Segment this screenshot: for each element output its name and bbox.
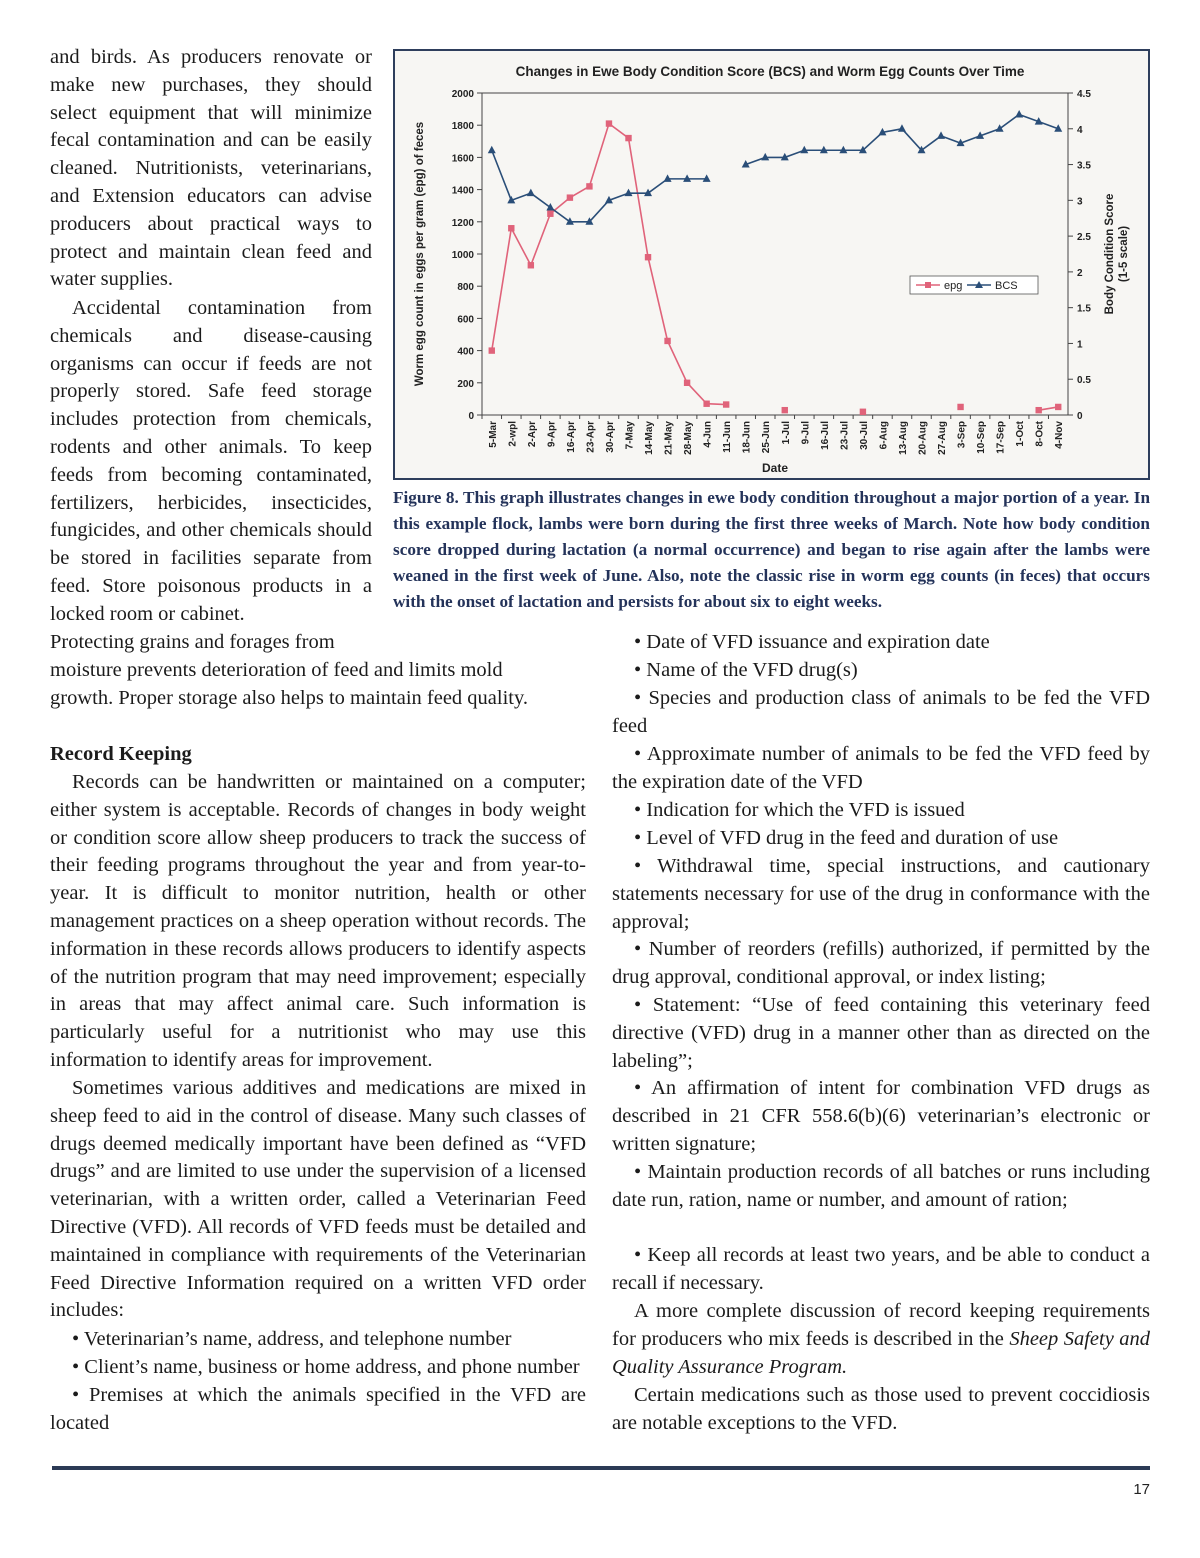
y-tick-label: 600 xyxy=(457,314,474,326)
moisture-line-2: moisture prevents deterioration of feed and limits mold xyxy=(50,659,503,681)
vfd-paragraph: Sometimes various additives and medications are mixed in sheep feed to aid in the control of disease. Many such classes of drugs deemed medically important have been defined as “VFD drugs” and are limited to use under the supervision of a licensed veterinarian, with a written order, called a Veterinarian Feed Directive (VFD). All records of VFD feeds must be detailed and maintained in compliance with requirements of the Veterinarian Feed Directive Information required on a written VFD order includes: xyxy=(50,1077,586,1322)
epg-data-point xyxy=(684,380,690,386)
x-tick-label: 6-Aug xyxy=(878,421,890,450)
right-bullet-item: • Statement: “Use of feed containing this veterinary feed directive (VFD) drug in a manner other than as directed on the labeling”; xyxy=(612,994,1150,1072)
right-bullet-item: • Date of VFD issuance and expiration date xyxy=(634,631,990,653)
x-tick-label: 1-Jul xyxy=(780,421,792,445)
figure-caption: Figure 8. This graph illustrates changes in ewe body condition throughout a major portion of a year. In this example flock, lambs were born during the first three weeks of March. Note how body condition score dropped during lactation (a normal occurrence) and began to rise again after the lambs were weaned in the first week of June. Also, note the classic rise in worm egg counts (in feces) that occurs with the onset of lactation and persists for about six to eight weeks. xyxy=(393,488,1150,611)
x-tick-label: 10-Sep xyxy=(976,421,988,454)
x-tick-label: 27-Aug xyxy=(937,421,949,455)
left-bullet-item: • Veterinarian’s name, address, and telephone number xyxy=(72,1328,512,1350)
legend-epg-marker xyxy=(925,282,931,288)
x-tick-label: 7-May xyxy=(624,421,636,450)
contamination-paragraph: Accidental contamination from chemicals and disease-causing organisms can occur if feeds are not properly stored. Safe feed storage includes protection from chemicals, rodents and other animals. To keep feeds from becoming contaminated, fertilizers, herbicides, insecticides, fungicides, and other chemicals should be stored in facilities separate from feed. Store poisonous products in a locked room or cabinet. xyxy=(50,297,372,625)
y2-tick-label: 4 xyxy=(1077,124,1083,136)
y2-axis-label-line-2: (1-5 scale) xyxy=(1118,225,1130,283)
epg-data-point xyxy=(645,254,651,260)
x-tick-label: 28-May xyxy=(683,421,695,455)
y-tick-label: 1400 xyxy=(451,185,474,197)
chart-title: Changes in Ewe Body Condition Score (BCS) and Worm Egg Counts Over Time xyxy=(515,64,1025,79)
epg-data-point xyxy=(1055,404,1061,410)
left-bullet-item: • Client’s name, business or home address, and phone number xyxy=(72,1356,580,1378)
discussion-program-title: Sheep Safety and Quality Assurance Program. xyxy=(612,1327,1150,1378)
left-axis-ticks xyxy=(452,89,482,422)
x-tick-label: 16-Jul xyxy=(819,421,831,450)
chart-legend xyxy=(910,276,1038,294)
x-tick-label: 30-Jul xyxy=(858,421,870,450)
series-lines xyxy=(492,114,1058,410)
y-tick-label: 200 xyxy=(457,378,474,390)
bcs-data-point xyxy=(1015,110,1023,118)
right-bullet-item: • Number of reorders (refills) authorized, if permitted by the drug approval, conditional approval, or index listing; xyxy=(612,938,1150,988)
right-bullet-item: • Level of VFD drug in the feed and duration of use xyxy=(634,827,1059,849)
figure-frame xyxy=(393,49,1150,480)
epg-series-line xyxy=(492,124,726,405)
discussion-paragraph xyxy=(612,1298,1150,1381)
right-bullet-item: • Maintain production records of all batches or runs including date run, ration, name or number, and amount of ration; xyxy=(612,1161,1150,1211)
epg-data-point xyxy=(625,135,631,141)
footer-rule xyxy=(52,1466,1150,1470)
series-points xyxy=(488,110,1062,415)
epg-data-point xyxy=(1036,407,1042,413)
bcs-data-point xyxy=(937,131,945,139)
right-bullet-item: • Keep all records at least two years, and be able to conduct a recall if necessary. xyxy=(612,1244,1150,1294)
x-tick-label: 1-Oct xyxy=(1015,421,1027,447)
x-tick-label: 18-Jun xyxy=(741,421,753,454)
y2-tick-label: 3.5 xyxy=(1077,160,1091,172)
x-tick-label: 9-Jul xyxy=(800,421,812,445)
y-tick-label: 1000 xyxy=(451,250,474,261)
bcs-data-point xyxy=(546,203,554,211)
epg-data-point xyxy=(664,338,670,344)
x-tick-label: 4-Jun xyxy=(702,421,714,448)
x-tick-label: 11-Jun xyxy=(722,421,734,453)
x-tick-label: 23-Apr xyxy=(585,421,597,453)
y2-tick-label: 3 xyxy=(1077,196,1083,208)
plot-area xyxy=(482,93,1068,415)
left-bullet-item: • Premises at which the animals specified in the VFD are located xyxy=(50,1384,586,1434)
x-tick-label: 13-Aug xyxy=(897,421,909,455)
epg-data-point xyxy=(957,404,963,410)
right-bullet-item: • Indication for which the VFD is issued xyxy=(634,799,965,821)
x-tick-label: 9-Apr xyxy=(546,421,558,448)
x-tick-label: 8-Oct xyxy=(1034,421,1046,447)
y-tick-label: 1200 xyxy=(451,217,474,229)
x-tick-label: 23-Jul xyxy=(839,421,851,450)
epg-data-point xyxy=(723,401,729,407)
epg-data-point xyxy=(586,183,592,189)
y-tick-label: 800 xyxy=(457,282,474,294)
bcs-series-line xyxy=(492,150,707,222)
epg-data-point xyxy=(606,120,612,126)
right-bullet-item: • Species and production class of animals to be fed the VFD feed xyxy=(612,687,1150,737)
y2-tick-label: 0 xyxy=(1077,411,1083,422)
epg-data-point xyxy=(567,194,573,200)
y2-tick-label: 4.5 xyxy=(1077,89,1091,100)
epg-data-point xyxy=(703,401,709,407)
y2-tick-label: 1 xyxy=(1077,339,1083,351)
right-bullet-item: • Approximate number of animals to be fed the VFD feed by the expiration date of the VFD xyxy=(612,743,1150,793)
x-tick-label: 4-Nov xyxy=(1054,421,1066,449)
epg-data-point xyxy=(860,409,866,415)
y2-tick-label: 0.5 xyxy=(1077,375,1091,387)
x-tick-label: 25-Jun xyxy=(761,421,773,454)
moisture-line-3: growth. Proper storage also helps to maintain feed quality. xyxy=(50,687,529,709)
epg-data-point xyxy=(547,211,553,217)
y2-tick-label: 2.5 xyxy=(1077,232,1091,244)
x-tick-label: 17-Sep xyxy=(995,421,1007,454)
epg-data-point xyxy=(782,407,788,413)
x-axis-label: Date xyxy=(761,461,789,475)
y2-tick-label: 2 xyxy=(1077,267,1083,279)
y-tick-label: 2000 xyxy=(451,89,474,100)
x-tick-label: 3-Sep xyxy=(956,421,968,449)
right-bullet-item: • Name of the VFD drug(s) xyxy=(634,659,858,681)
x-tick-label: 14-May xyxy=(644,421,656,455)
x-tick-label: 5-Mar xyxy=(487,421,499,448)
bcs-data-point xyxy=(996,124,1004,131)
y2-axis-label-line-1: Body Condition Score xyxy=(1104,193,1116,315)
epg-data-point xyxy=(528,262,534,268)
y-tick-label: 1800 xyxy=(451,121,474,133)
intro-paragraph: and birds. As producers renovate or make new purchases, they should select equipment that will minimize fecal contamination and can be easily cleaned. Nutritionists, veterinarians, and Extension educators can advise producers about practical ways to protect and maintain clean feed and water supplies. xyxy=(50,46,372,291)
x-tick-label: 20-Aug xyxy=(917,421,929,455)
discussion-text: A more complete discussion of record keeping requirements for producers who mix feeds is described in the xyxy=(612,1300,1150,1350)
legend-epg-label: epg xyxy=(944,280,963,292)
x-tick-label: 16-Apr xyxy=(565,421,577,453)
legend-bcs-label: BCS xyxy=(995,280,1018,292)
epg-data-point xyxy=(508,225,514,231)
bcs-data-point xyxy=(898,124,906,131)
y-tick-label: 400 xyxy=(457,346,474,358)
y-tick-label: 1600 xyxy=(451,153,474,165)
x-axis-ticks xyxy=(482,415,1065,455)
bcs-epg-chart xyxy=(395,51,1148,478)
epg-data-point xyxy=(489,347,495,353)
x-tick-label: 2-Apr xyxy=(526,421,538,448)
right-axis-ticks xyxy=(1068,89,1091,422)
page-number: 17 xyxy=(1133,1481,1150,1498)
exceptions-paragraph: Certain medications such as those used to prevent coccidiosis are notable exceptions to the VFD. xyxy=(612,1384,1150,1434)
x-tick-label: 2-wpl xyxy=(507,421,519,447)
bcs-data-point xyxy=(527,189,535,197)
bcs-data-point xyxy=(488,146,496,154)
moisture-line-1: Protecting grains and forages from xyxy=(50,631,335,653)
right-bullet-item: • Withdrawal time, special instructions, and cautionary statements necessary for use of the drug in conformance with the approval; xyxy=(612,855,1150,933)
right-bullet-item: • An affirmation of intent for combination VFD drugs as described in 21 CFR 558.6(b)(6) veterinarian’s electronic or written signature; xyxy=(612,1077,1150,1155)
x-tick-label: 30-Apr xyxy=(604,421,616,453)
records-paragraph: Records can be handwritten or maintained on a computer; either system is acceptable. Records of changes in body weight or condition score allow sheep producers to track the success of their feeding programs throughout the year and from year-to-year. It is difficult to monitor nutrition, health or other management practices on a sheep operation without records. The information in these records allows producers to identify aspects of the nutrition program that may need improvement; especially in areas that may affect animal care. Such information is particularly useful for a nutritionist who may use this information to identify areas for improvement. xyxy=(50,771,586,1071)
record-keeping-heading: Record Keeping xyxy=(50,743,192,765)
y-axis-label: Worm egg count in eggs per gram (epg) of feces xyxy=(414,121,426,387)
y-tick-label: 0 xyxy=(468,411,474,422)
y2-tick-label: 1.5 xyxy=(1077,303,1091,315)
bcs-series-line xyxy=(746,114,1059,164)
x-tick-label: 21-May xyxy=(663,421,675,455)
